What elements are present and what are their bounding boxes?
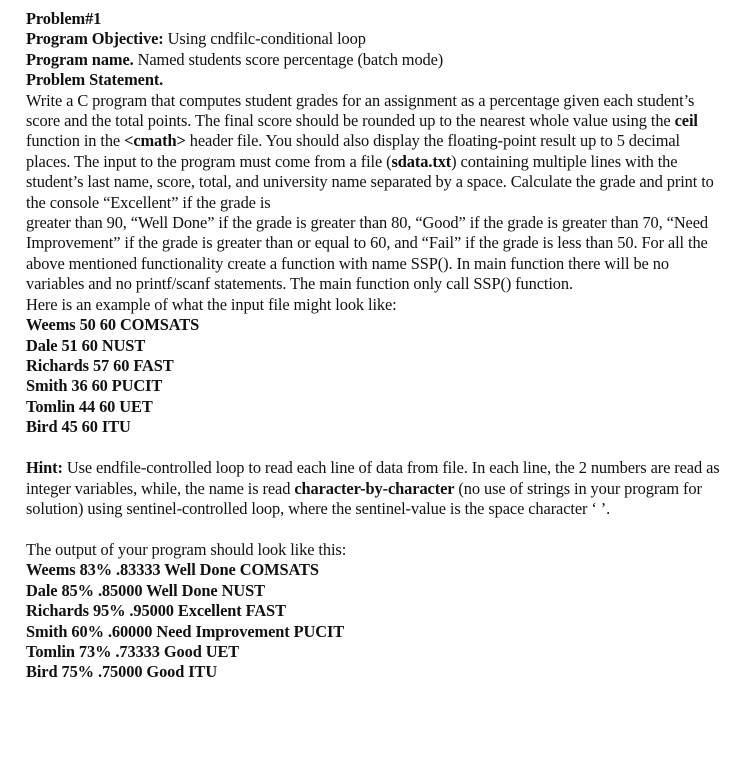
input-line: Dale 51 60 NUST — [26, 335, 146, 355]
statement-text-3: header file. You should also display the floating-point result up to 5 decimal places. The input to the program must come from a file ( — [26, 131, 680, 171]
program-name-text: Named students score percentage (batch mode) — [133, 49, 444, 69]
output-line: Smith 60% .60000 Need Improvement PUCIT — [26, 621, 345, 641]
statement-text-1: Write a C program that computes student grades for an assignment as a percentage given each student’s score and the total points. The final score should be rounded up to the nearest whole value using the — [26, 90, 695, 131]
statement-paragraph-2: greater than 90, “Well Done” if the grade is greater than 80, “Good” if the grade is greater than 70, “Need Improvement” if the grade is greater than or equal to 60, and “Fail” if the grade is less than 50. For all the above mentioned functionality create a function with name SSP(). In main function there will be no variables and no printf/scanf statements. The main function only call SSP() function. — [26, 213, 709, 294]
program-name-label: Program name. — [26, 49, 134, 69]
objective-label: Program Objective: — [26, 29, 164, 49]
problem-title: Problem#1 — [26, 9, 102, 28]
output-line: Weems 83% .83333 Well Done COMSATS — [26, 560, 319, 580]
output-line: Bird 75% .75000 Good ITU — [26, 662, 218, 682]
cmath-keyword: <cmath> — [124, 131, 186, 151]
input-line: Bird 45 60 ITU — [26, 417, 131, 437]
output-example-list — [26, 560, 726, 682]
input-example-list — [26, 315, 726, 437]
spacer — [26, 438, 726, 459]
example-intro: Here is an example of what the input file might look like: — [26, 294, 397, 314]
program-name — [26, 50, 726, 70]
program-objective — [26, 29, 726, 49]
input-line: Weems 50 60 COMSATS — [26, 315, 200, 335]
hint-text-2: (no use of strings in your program for solution) using sentinel-controlled loop, where the sentinel-value is the space character ‘ ’. — [26, 478, 702, 518]
input-line: Smith 36 60 PUCIT — [26, 376, 163, 396]
output-line: Richards 95% .95000 Excellent FAST — [26, 601, 286, 621]
output-intro: The output of your program should look like this: — [26, 539, 347, 559]
spacer — [26, 519, 726, 540]
output-line: Dale 85% .85000 Well Done NUST — [26, 580, 265, 600]
hint-paragraph — [26, 458, 726, 519]
statement-text-2: function in the — [26, 131, 125, 151]
problem-statement-heading: Problem Statement. — [26, 70, 164, 90]
input-filename: sdata.txt — [391, 151, 452, 171]
document-page — [26, 9, 726, 683]
hint-label: Hint: — [26, 458, 63, 478]
input-line: Richards 57 60 FAST — [26, 355, 174, 375]
statement-text-4: ) containing multiple lines with the student’s last name, score, total, and university name separated by a space. Calculate the grade and print to the console “Excellent” if the grade is — [26, 151, 714, 212]
statement-paragraph — [26, 91, 726, 213]
input-line: Tomlin 44 60 UET — [26, 396, 153, 416]
hint-bold-text: character-by-character — [294, 478, 455, 498]
hint-text-1: Use endfile-controlled loop to read each line of data from file. In each line, the 2 numbers are read as integer variables, while, the name is read — [26, 458, 720, 498]
ceil-keyword: ceil — [674, 111, 698, 131]
output-line: Tomlin 73% .73333 Good UET — [26, 641, 240, 661]
objective-text: Using cndfilc-conditional loop — [163, 29, 366, 49]
